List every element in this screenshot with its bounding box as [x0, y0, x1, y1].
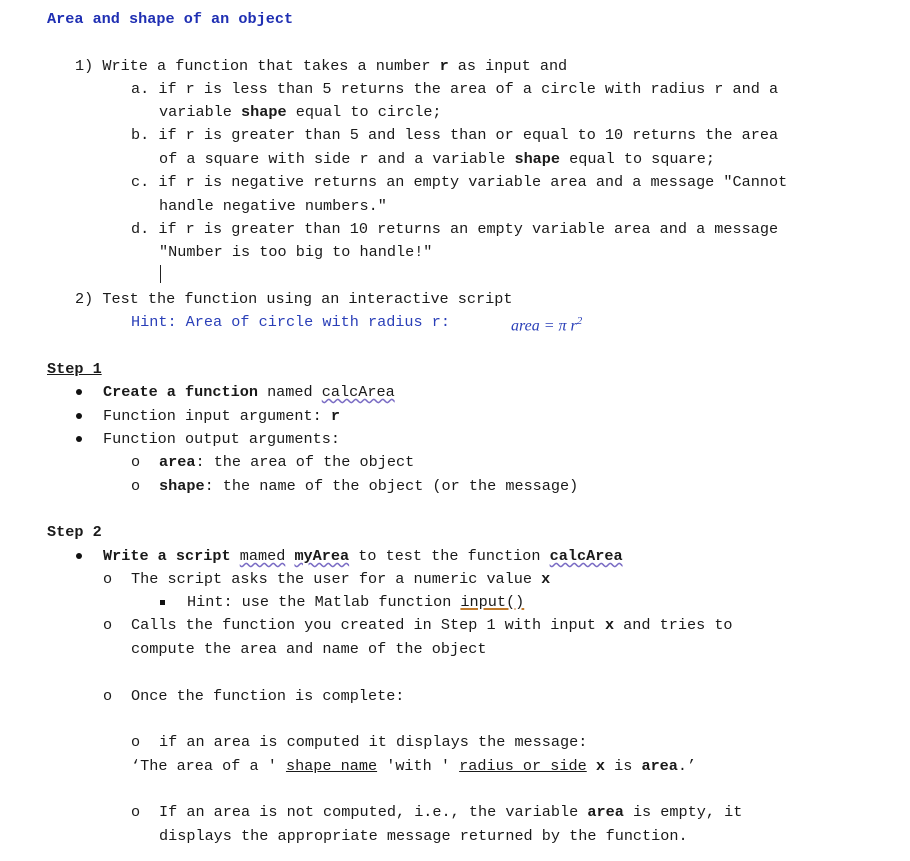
circle-bullet-icon: o — [131, 453, 141, 471]
circle-bullet-icon: o — [131, 733, 141, 751]
script-name: myArea — [294, 547, 350, 565]
bold-area: area — [159, 453, 196, 471]
function-name: calcArea — [549, 547, 623, 565]
text: named — [257, 383, 322, 401]
step2-case1-message — [131, 756, 696, 776]
text: Hint: use the Matlab function — [187, 593, 461, 611]
text: equal to circle; — [286, 103, 442, 121]
bold-x: x — [541, 570, 551, 588]
formula-exponent: 2 — [576, 315, 583, 327]
circle-bullet-icon: o — [103, 616, 113, 634]
step2-heading: Step 2 — [47, 523, 102, 541]
bold-area: area — [641, 757, 678, 775]
text: Function input argument: — [103, 407, 331, 425]
step2-case2-line2: displays the appropriate message returned by the function. — [159, 827, 688, 845]
misspelled-word: mamed — [239, 547, 286, 565]
page-title: Area and shape of an object — [47, 10, 294, 28]
area-formula — [511, 311, 582, 336]
square-bullet-icon — [160, 600, 165, 605]
text — [587, 757, 596, 775]
text: is — [604, 757, 642, 775]
bold-shape: shape — [159, 477, 205, 495]
text — [231, 547, 240, 565]
circle-bullet-icon: o — [103, 570, 113, 588]
text: as input and — [448, 57, 568, 75]
text: The script asks the user for a numeric value — [131, 570, 542, 588]
bold-shape: shape — [514, 150, 561, 168]
formula-rhs: = π r — [539, 317, 577, 335]
text: : the area of the object — [195, 453, 415, 471]
task1-a-line2 — [159, 102, 442, 122]
text: 'with ' — [377, 757, 460, 775]
step2-bullet1 — [103, 546, 623, 566]
text: : the name of the object (or the message) — [204, 477, 579, 495]
task1-a-line1: a. if r is less than 5 returns the area of a circle with radius r and a — [131, 80, 779, 98]
step2-case1: if an area is computed it displays the message: — [159, 733, 588, 751]
task1-c-line1: c. if r is negative returns an empty variable area and a message "Cannot — [131, 173, 788, 191]
bold-x: x — [595, 757, 605, 775]
text: .’ — [677, 757, 697, 775]
step1-output-area — [159, 452, 414, 472]
task1-b-line2 — [159, 149, 715, 169]
task2-hint: Hint: Area of circle with radius r: — [131, 313, 450, 331]
step2-case2-line1 — [159, 802, 742, 822]
text: If an area is not computed, i.e., the variable — [159, 803, 588, 821]
bullet-icon — [76, 553, 82, 559]
bullet-icon — [76, 436, 82, 442]
step1-bullet3: Function output arguments: — [103, 430, 340, 448]
circle-bullet-icon: o — [103, 687, 113, 705]
bold-r: r — [330, 407, 340, 425]
circle-bullet-icon: o — [131, 477, 141, 495]
step2-sub2-line2: compute the area and name of the object — [131, 640, 487, 658]
step2-sub3: Once the function is complete: — [131, 687, 405, 705]
var-r: r — [439, 57, 449, 75]
step1-bullet2 — [103, 406, 340, 426]
text: variable — [159, 103, 242, 121]
bold-x: x — [604, 616, 615, 634]
task1-intro — [75, 56, 567, 76]
text: and tries to — [614, 616, 733, 634]
task1-b-line1: b. if r is greater than 5 and less than or equal to 10 returns the area — [131, 126, 779, 144]
radius-placeholder: radius or side — [459, 757, 587, 775]
circle-bullet-icon: o — [131, 803, 141, 821]
text: ‘The area of a ' — [131, 757, 286, 775]
text: to test the function — [349, 547, 550, 565]
formula-area: area — [511, 317, 540, 335]
task2-line: 2) Test the function using an interactive script — [75, 290, 513, 308]
step2-hint-input — [187, 592, 524, 612]
text: is empty, it — [623, 803, 743, 821]
shape-name-placeholder: shape name — [285, 757, 378, 775]
text-cursor — [160, 265, 161, 283]
bullet-icon — [76, 389, 82, 395]
bold-area: area — [587, 803, 624, 821]
task1-d-line2: "Number is too big to handle!" — [159, 243, 433, 261]
function-input: input() — [460, 593, 525, 611]
step1-heading: Step 1 — [47, 360, 102, 378]
bold-text: Write a script — [103, 547, 231, 565]
text: equal to square; — [560, 150, 715, 168]
step1-output-shape — [159, 476, 578, 496]
text: 1) Write a function that takes a number — [75, 57, 440, 75]
step2-sub1 — [131, 569, 550, 589]
bold-text: Create a function — [103, 383, 258, 401]
bold-shape: shape — [241, 103, 287, 121]
function-name: calcArea — [321, 383, 395, 401]
text: Calls the function you created in Step 1 with input — [131, 616, 605, 634]
task1-d-line1: d. if r is greater than 10 returns an empty variable area and a message — [131, 220, 779, 238]
step1-bullet1 — [103, 382, 395, 402]
step2-sub2-line1 — [131, 615, 733, 635]
task1-c-line2: handle negative numbers." — [159, 197, 387, 215]
bullet-icon — [76, 413, 82, 419]
text: of a square with side r and a variable — [159, 150, 515, 168]
